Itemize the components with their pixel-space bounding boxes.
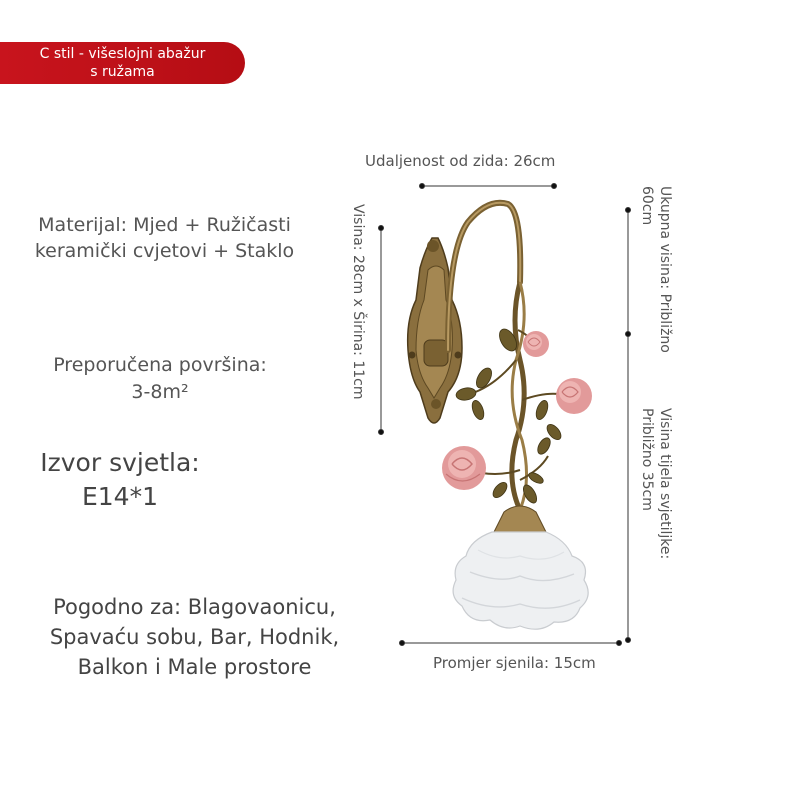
suitable-line-1: Pogodno za: Blagovaonicu, bbox=[53, 595, 336, 619]
total-height-line-2: 60cm bbox=[639, 186, 655, 226]
body-height-line-1: Visina tijela svjetiljke: bbox=[657, 408, 673, 560]
base-size-label: Visina: 28cm x Širina: 11cm bbox=[350, 204, 366, 400]
dim-dot bbox=[626, 208, 631, 213]
suitable-line-3: Balkon i Male prostore bbox=[77, 655, 312, 679]
rose-top bbox=[523, 331, 549, 357]
rose-right bbox=[556, 378, 592, 414]
dim-dot bbox=[400, 641, 405, 646]
glass-shade bbox=[453, 532, 588, 629]
dim-dot bbox=[626, 638, 631, 643]
badge-line-1: C stil - višeslojni abažur bbox=[39, 46, 206, 62]
badge-line-2: s ružama bbox=[90, 64, 155, 80]
twisted-stem bbox=[512, 282, 527, 510]
dim-dot bbox=[379, 430, 384, 435]
dim-dot bbox=[626, 332, 631, 337]
light-source-line-1: Izvor svjetla: bbox=[40, 448, 200, 477]
rose-left bbox=[442, 446, 486, 490]
material-line-1: Materijal: Mjed + Ružičasti bbox=[38, 214, 291, 236]
shade-diameter-label: Promjer sjenila: 15cm bbox=[433, 654, 596, 672]
light-source-line-2: E14*1 bbox=[81, 482, 158, 511]
shade-cap bbox=[494, 506, 546, 532]
total-height-label bbox=[638, 186, 674, 376]
dim-dot bbox=[379, 226, 384, 231]
area-line-1: Preporučena površina: bbox=[53, 354, 267, 376]
body-height-label bbox=[638, 408, 674, 578]
material-line-2: keramički cvjetovi + Staklo bbox=[34, 240, 295, 262]
wall-distance-label: Udaljenost od zida: 26cm bbox=[365, 152, 556, 170]
dim-dot bbox=[552, 184, 557, 189]
area-line-2: 3-8m² bbox=[131, 381, 189, 403]
body-height-line-2: Približno 35cm bbox=[639, 408, 655, 511]
total-height-line-1: Ukupna visina: Približno bbox=[657, 186, 673, 353]
dim-dot bbox=[617, 641, 622, 646]
dim-dot bbox=[420, 184, 425, 189]
suitable-line-2: Spavaću sobu, Bar, Hodnik, bbox=[49, 625, 340, 649]
